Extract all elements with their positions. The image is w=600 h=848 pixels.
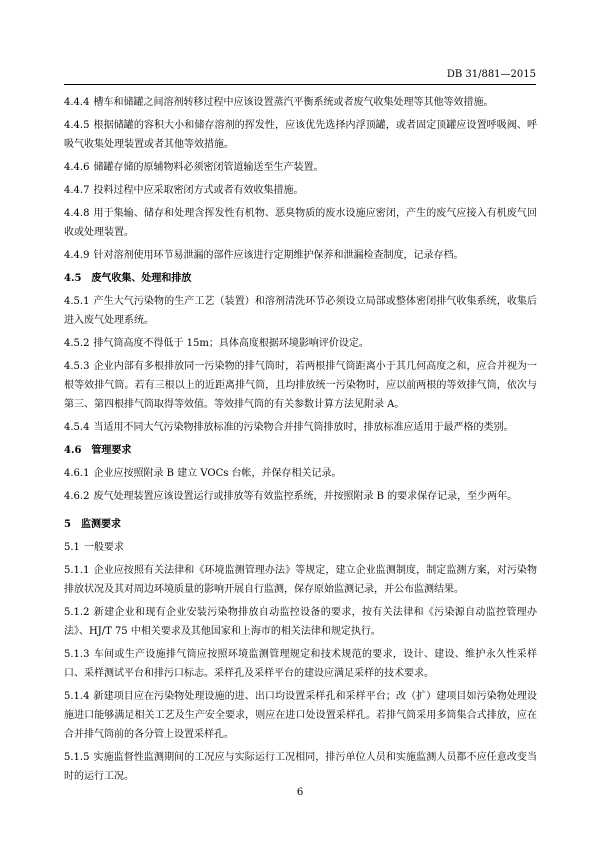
clause-5-1-3	[64, 645, 537, 683]
clause-number: 4.4.4	[64, 97, 90, 108]
clause-4-6-1	[64, 464, 537, 483]
clause-number: 4.5.2	[64, 338, 90, 349]
clause-number: 4.6.1	[64, 468, 90, 479]
clause-text: 储罐存储的原辅物料必须密闭管道输送至生产装置。	[93, 162, 324, 173]
section-heading-5	[64, 515, 537, 534]
clause-text: 实施监督性监测期间的工况应与实际运行工况相同，排污单位人员和实施监测人员都不应任意改变当时的运行工况。	[64, 752, 537, 782]
clause-text: 新建企业和现有企业安装污染物排放自动监控设备的要求，按有关法律和《污染源自动监控管理办法》、HJ/T 75 中相关要求及其他国家和上海市的相关法律和规定执行。	[64, 607, 537, 637]
clause-number: 4.4.8	[64, 208, 90, 219]
clause-5-1-5	[64, 748, 537, 786]
clause-4-5-4	[64, 418, 537, 437]
page-number: 6	[296, 787, 304, 798]
section-heading-4-6	[64, 441, 537, 460]
clause-number: 4.4.6	[64, 162, 90, 173]
clause-text: 废气处理装置应该设置运行或排放等有效监控系统，并按照附录 B 的要求保存记录，至少两年。	[93, 491, 518, 502]
header-divider	[64, 84, 536, 85]
section-title: 废气收集、处理和排放	[91, 273, 192, 284]
section-heading-5-1	[64, 538, 537, 557]
clause-text: 车间或生产设施排气筒应按照环境监测管理规定和技术规范的要求，设计、建设、维护永久性采样口、采样测试平台和排污口标志。采样孔及采样平台的建设应满足采样的技术要求。	[64, 649, 537, 679]
clause-4-4-5	[64, 116, 537, 154]
clause-number: 4.4.7	[64, 185, 90, 196]
clause-text: 排气筒高度不得低于 15m；具体高度根据环境影响评价设定。	[93, 338, 369, 349]
clause-text: 根据储罐的容积大小和储存溶剂的挥发性，应该优先选择内浮顶罐，或者固定顶罐应设置呼吸阀、呼吸气收集处理装置或者其他等效措施。	[64, 120, 537, 150]
clause-number: 5.1.4	[64, 691, 90, 702]
section-title: 一般要求	[83, 542, 124, 553]
clause-text: 槽车和储罐之间溶剂转移过程中应该设置蒸汽平衡系统或者废气收集处理等其他等效措施。	[93, 97, 494, 108]
clause-text: 用于集输、储存和处理含挥发性有机物、恶臭物质的废水设施应密闭，产生的废气应接入有机废气回收或处理装置。	[64, 208, 537, 238]
clause-number: 4.5.1	[64, 296, 90, 307]
clause-4-4-6	[64, 158, 537, 177]
section-number: 4.5	[64, 273, 82, 284]
page-content	[64, 93, 537, 790]
section-number: 5	[64, 519, 71, 530]
clause-number: 4.4.5	[64, 120, 90, 131]
clause-text: 企业应按照附录 B 建立 VOCs 台帐，并保存相关记录。	[93, 468, 342, 479]
section-number: 5.1	[64, 542, 80, 553]
clause-5-1-2	[64, 603, 537, 641]
clause-text: 当适用不同大气污染物排放标准的污染物合并排气筒排放时，排放标准应适用于最严格的类别。	[93, 422, 514, 433]
section-title: 管理要求	[91, 445, 132, 456]
clause-5-1-4	[64, 687, 537, 744]
clause-5-1-1	[64, 561, 537, 599]
document-code: DB 31/881—2015	[446, 69, 536, 80]
clause-number: 5.1.2	[64, 607, 90, 618]
clause-4-4-8	[64, 204, 537, 242]
section-title: 监测要求	[80, 519, 121, 530]
section-heading-4-5	[64, 269, 537, 288]
clause-text: 企业应按照有关法律和《环境监测管理办法》等规定，建立企业监测制度，制定监测方案，对污染物排放状况及其对周边环境质量的影响开展自行监测，保存原始监测记录，并公布监测结果。	[64, 565, 537, 595]
clause-4-4-7	[64, 181, 537, 200]
clause-text: 新建项目应在污染物处理设施的进、出口均设置采样孔和采样平台；改（扩）建项目如污染物处理设施进口能够满足相关工艺及生产安全要求，则应在进口处设置采样孔。若排气筒采用多筒集合式排放，应在合并排气筒前的各分管上设置采样孔。	[64, 691, 537, 740]
clause-text: 企业内部有多根排放同一污染物的排气筒时，若两根排气筒距离小于其几何高度之和，应合并视为一根等效排气筒。若有三根以上的近距离排气筒，且均排放统一污染物时，应以前两根的等效排气筒，依次与第三、第四根排气筒取得等效值。等效排气筒的有关参数计算方法见附录 A。	[64, 361, 537, 410]
clause-4-5-2	[64, 334, 537, 353]
clause-number: 5.1.1	[64, 565, 90, 576]
clause-number: 5.1.3	[64, 649, 90, 660]
clause-number: 4.6.2	[64, 491, 90, 502]
clause-4-4-9	[64, 246, 537, 265]
clause-4-5-1	[64, 292, 537, 330]
clause-text: 产生大气污染物的生产工艺（装置）和溶剂清洗环节必须设立局部或整体密闭排气收集系统，收集后进入废气处理系统。	[64, 296, 537, 326]
clause-4-6-2	[64, 487, 537, 506]
clause-number: 4.5.3	[64, 361, 90, 372]
clause-number: 4.5.4	[64, 422, 90, 433]
clause-number: 4.4.9	[64, 250, 90, 261]
clause-4-5-3	[64, 357, 537, 414]
clause-number: 5.1.5	[64, 752, 90, 763]
clause-4-4-4	[64, 93, 537, 112]
section-number: 4.6	[64, 445, 82, 456]
clause-text: 投料过程中应采取密闭方式或者有效收集措施。	[93, 185, 304, 196]
clause-text: 针对溶剂使用环节易泄漏的部件应该进行定期维护保养和泄漏检查制度，记录存档。	[93, 250, 464, 261]
